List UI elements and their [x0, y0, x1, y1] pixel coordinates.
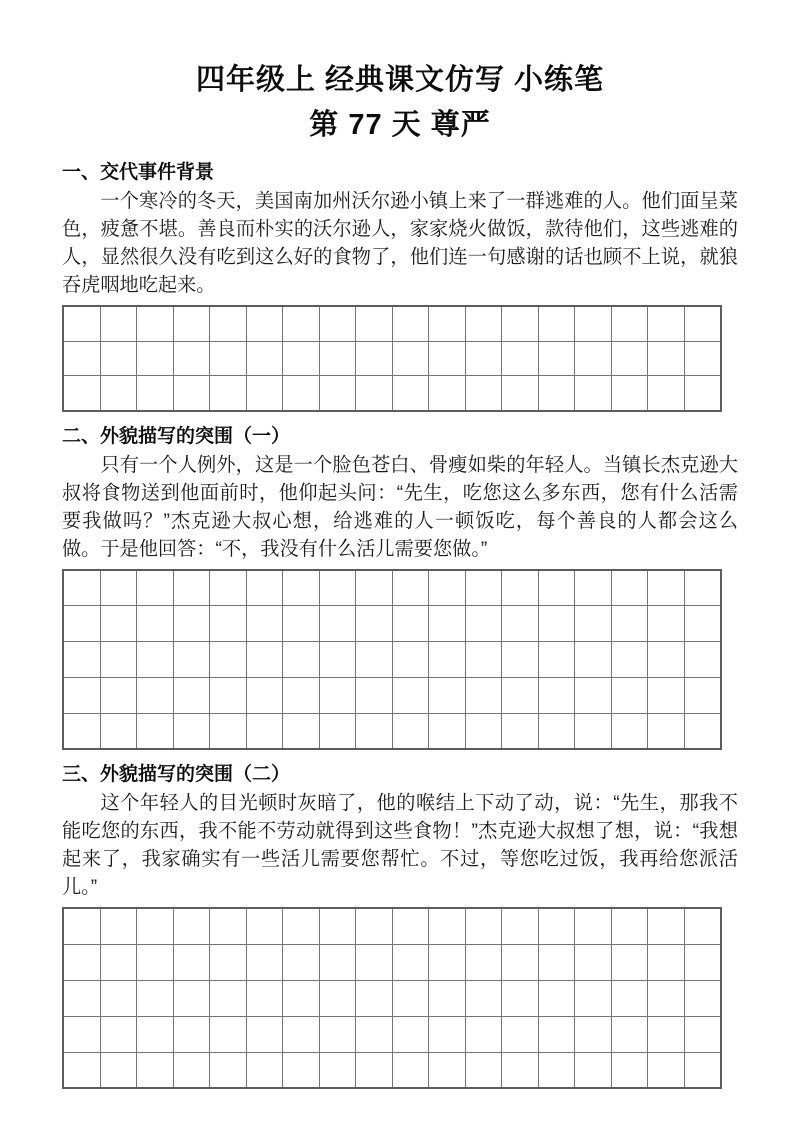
- writing-grid: [62, 569, 722, 751]
- grid-cell: [502, 307, 538, 341]
- grid-cell: [101, 714, 137, 749]
- grid-cell: [685, 714, 721, 749]
- grid-cell: [174, 678, 210, 713]
- grid-cell: [539, 981, 575, 1016]
- grid-cell: [64, 1017, 100, 1052]
- grid-cell: [174, 1053, 210, 1088]
- grid-cell: [685, 945, 721, 980]
- grid-cell: [101, 909, 137, 944]
- grid-cell: [575, 945, 611, 980]
- grid-cell: [64, 909, 100, 944]
- grid-cell: [283, 981, 319, 1016]
- grid-cell: [320, 1053, 356, 1088]
- worksheet-page: [62, 0, 738, 1089]
- grid-cell: [685, 909, 721, 944]
- grid-cell: [466, 981, 502, 1016]
- grid-cell: [137, 342, 173, 376]
- grid-cell: [137, 642, 173, 677]
- grid-cell: [320, 678, 356, 713]
- grid-cell: [502, 1017, 538, 1052]
- grid-cell: [247, 1017, 283, 1052]
- grid-cell: [320, 642, 356, 677]
- section-heading: 一、交代事件背景: [62, 162, 215, 183]
- grid-cell: [320, 714, 356, 749]
- grid-cell: [64, 342, 100, 376]
- grid-cell: [502, 1053, 538, 1088]
- grid-cell: [320, 606, 356, 641]
- grid-cell: [320, 945, 356, 980]
- grid-cell: [685, 1053, 721, 1088]
- grid-cell: [393, 678, 429, 713]
- grid-cell: [466, 342, 502, 376]
- grid-cell: [320, 342, 356, 376]
- grid-cell: [502, 642, 538, 677]
- grid-cell: [64, 981, 100, 1016]
- grid-cell: [612, 714, 648, 749]
- grid-cell: [210, 571, 246, 606]
- grid-cell: [612, 642, 648, 677]
- grid-cell: [137, 714, 173, 749]
- grid-cell: [648, 642, 684, 677]
- grid-cell: [210, 945, 246, 980]
- grid-cell: [539, 714, 575, 749]
- writing-grid: [62, 305, 722, 412]
- grid-cell: [539, 342, 575, 376]
- grid-cell: [466, 678, 502, 713]
- grid-cell: [174, 307, 210, 341]
- grid-cell: [502, 909, 538, 944]
- grid-cell: [393, 571, 429, 606]
- grid-cell: [648, 1017, 684, 1052]
- grid-cell: [575, 714, 611, 749]
- grid-cell: [685, 376, 721, 410]
- grid-cell: [539, 606, 575, 641]
- grid-cell: [137, 571, 173, 606]
- grid-cell: [210, 678, 246, 713]
- grid-cell: [685, 342, 721, 376]
- grid-cell: [612, 945, 648, 980]
- grid-cell: [429, 909, 465, 944]
- grid-cell: [539, 678, 575, 713]
- grid-cell: [283, 376, 319, 410]
- grid-cell: [137, 945, 173, 980]
- grid-cell: [137, 1053, 173, 1088]
- page-subtitle: 第 77 天 尊严: [309, 109, 491, 141]
- grid-cell: [612, 342, 648, 376]
- grid-cell: [539, 1017, 575, 1052]
- grid-cell: [137, 376, 173, 410]
- grid-cell: [429, 981, 465, 1016]
- grid-cell: [393, 376, 429, 410]
- grid-cell: [466, 571, 502, 606]
- grid-cell: [429, 1053, 465, 1088]
- grid-cell: [64, 376, 100, 410]
- section-heading: 二、外貌描写的突围（一）: [62, 425, 291, 447]
- grid-cell: [137, 307, 173, 341]
- grid-cell: [429, 376, 465, 410]
- grid-cell: [429, 307, 465, 341]
- grid-cell: [283, 714, 319, 749]
- grid-cell: [137, 606, 173, 641]
- grid-cell: [137, 909, 173, 944]
- grid-cell: [137, 678, 173, 713]
- grid-cell: [685, 571, 721, 606]
- grid-cell: [174, 606, 210, 641]
- grid-cell: [174, 714, 210, 749]
- title-block: [62, 58, 738, 148]
- section-heading: 三、外貌描写的突围（二）: [62, 764, 291, 786]
- grid-cell: [393, 714, 429, 749]
- grid-cell: [502, 606, 538, 641]
- grid-cell: [429, 342, 465, 376]
- grid-cell: [174, 981, 210, 1016]
- grid-cell: [64, 945, 100, 980]
- grid-cell: [466, 376, 502, 410]
- grid-cell: [64, 678, 100, 713]
- grid-cell: [356, 1053, 392, 1088]
- grid-cell: [64, 714, 100, 749]
- grid-cell: [247, 981, 283, 1016]
- grid-cell: [612, 678, 648, 713]
- grid-cell: [101, 342, 137, 376]
- grid-cell: [283, 307, 319, 341]
- grid-cell: [502, 945, 538, 980]
- grid-cell: [210, 1017, 246, 1052]
- grid-cell: [429, 1017, 465, 1052]
- grid-cell: [356, 571, 392, 606]
- grid-cell: [247, 606, 283, 641]
- grid-cell: [210, 342, 246, 376]
- grid-cell: [174, 571, 210, 606]
- grid-cell: [174, 376, 210, 410]
- grid-cell: [247, 909, 283, 944]
- grid-cell: [575, 307, 611, 341]
- grid-cell: [247, 642, 283, 677]
- grid-cell: [356, 945, 392, 980]
- grid-cell: [502, 678, 538, 713]
- grid-cell: [393, 606, 429, 641]
- grid-cell: [283, 1017, 319, 1052]
- grid-cell: [356, 678, 392, 713]
- grid-cell: [101, 1053, 137, 1088]
- grid-cell: [356, 307, 392, 341]
- grid-cell: [320, 981, 356, 1016]
- grid-cell: [466, 606, 502, 641]
- grid-cell: [174, 1017, 210, 1052]
- grid-cell: [429, 571, 465, 606]
- grid-cell: [283, 642, 319, 677]
- grid-cell: [101, 678, 137, 713]
- grid-cell: [356, 606, 392, 641]
- grid-cell: [502, 342, 538, 376]
- grid-cell: [101, 1017, 137, 1052]
- grid-cell: [539, 945, 575, 980]
- grid-cell: [64, 571, 100, 606]
- grid-cell: [575, 981, 611, 1016]
- grid-cell: [539, 909, 575, 944]
- grid-cell: [64, 1053, 100, 1088]
- grid-cell: [429, 678, 465, 713]
- grid-cell: [64, 642, 100, 677]
- grid-cell: [320, 909, 356, 944]
- grid-cell: [502, 376, 538, 410]
- grid-cell: [101, 981, 137, 1016]
- grid-cell: [612, 1053, 648, 1088]
- grid-cell: [575, 642, 611, 677]
- section-event-background: [62, 160, 738, 412]
- grid-cell: [575, 1053, 611, 1088]
- grid-cell: [247, 307, 283, 341]
- grid-cell: [283, 678, 319, 713]
- grid-cell: [648, 571, 684, 606]
- grid-cell: [247, 714, 283, 749]
- section-paragraph: 只有一个人例外，这是一个脸色苍白、骨瘦如柴的年轻人。当镇长杰克逊大叔将食物送到他面前时，他仰起头问：“先生，吃您这么多东西，您有什么活需要我做吗？”杰克逊大叔心想，给逃难的人一顿饭吃，每个善良的人都会这么做。于是他回答：“不，我没有什么活儿需要您做。”: [62, 454, 738, 560]
- grid-cell: [101, 642, 137, 677]
- grid-cell: [356, 714, 392, 749]
- grid-cell: [648, 376, 684, 410]
- grid-cell: [101, 571, 137, 606]
- grid-cell: [612, 981, 648, 1016]
- grid-cell: [393, 981, 429, 1016]
- grid-cell: [247, 342, 283, 376]
- grid-cell: [247, 376, 283, 410]
- grid-cell: [612, 606, 648, 641]
- grid-cell: [429, 945, 465, 980]
- grid-cell: [648, 606, 684, 641]
- grid-cell: [612, 909, 648, 944]
- grid-cell: [575, 376, 611, 410]
- grid-cell: [612, 1017, 648, 1052]
- grid-cell: [539, 307, 575, 341]
- grid-cell: [64, 307, 100, 341]
- section-paragraph: 一个寒冷的冬天，美国南加州沃尔逊小镇上来了一群逃难的人。他们面呈菜色，疲惫不堪。善良而朴实的沃尔逊人，家家烧火做饭，款待他们，这些逃难的人，显然很久没有吃到这么好的食物了，他们连一句感谢的话也顾不上说，就狼吞虎咽地吃起来。: [62, 191, 738, 296]
- grid-cell: [393, 1053, 429, 1088]
- grid-cell: [466, 714, 502, 749]
- grid-cell: [210, 307, 246, 341]
- grid-cell: [356, 376, 392, 410]
- grid-cell: [466, 909, 502, 944]
- grid-cell: [356, 981, 392, 1016]
- writing-grid: [62, 907, 722, 1089]
- grid-cell: [612, 376, 648, 410]
- grid-cell: [393, 1017, 429, 1052]
- grid-cell: [466, 642, 502, 677]
- grid-cell: [539, 376, 575, 410]
- grid-cell: [539, 571, 575, 606]
- grid-cell: [575, 606, 611, 641]
- grid-cell: [283, 909, 319, 944]
- grid-cell: [210, 606, 246, 641]
- grid-cell: [247, 1053, 283, 1088]
- grid-cell: [685, 678, 721, 713]
- grid-cell: [283, 342, 319, 376]
- grid-cell: [101, 945, 137, 980]
- grid-cell: [393, 945, 429, 980]
- grid-cell: [685, 981, 721, 1016]
- section-appearance-one: [62, 424, 738, 751]
- grid-cell: [174, 945, 210, 980]
- grid-cell: [575, 342, 611, 376]
- grid-cell: [575, 678, 611, 713]
- grid-cell: [210, 714, 246, 749]
- grid-cell: [64, 606, 100, 641]
- grid-cell: [648, 945, 684, 980]
- section-paragraph: 这个年轻人的目光顿时灰暗了，他的喉结上下动了动，说：“先生，那我不能吃您的东西，我不能不劳动就得到这些食物！”杰克逊大叔想了想，说：“我想起来了，我家确实有一些活儿需要您帮忙。不过，等您吃过饭，我再给您派活儿。”: [62, 793, 738, 899]
- grid-cell: [356, 642, 392, 677]
- grid-cell: [429, 642, 465, 677]
- grid-cell: [575, 571, 611, 606]
- grid-cell: [174, 342, 210, 376]
- grid-cell: [648, 307, 684, 341]
- grid-cell: [502, 571, 538, 606]
- grid-cell: [466, 1053, 502, 1088]
- grid-cell: [283, 1053, 319, 1088]
- grid-cell: [210, 376, 246, 410]
- grid-cell: [648, 678, 684, 713]
- grid-cell: [429, 714, 465, 749]
- grid-cell: [685, 606, 721, 641]
- grid-cell: [247, 945, 283, 980]
- grid-cell: [648, 1053, 684, 1088]
- grid-cell: [137, 1017, 173, 1052]
- grid-cell: [137, 981, 173, 1016]
- grid-cell: [356, 1017, 392, 1052]
- grid-cell: [320, 376, 356, 410]
- grid-cell: [466, 1017, 502, 1052]
- grid-cell: [393, 909, 429, 944]
- grid-cell: [210, 642, 246, 677]
- grid-cell: [685, 1017, 721, 1052]
- page-title: 四年级上 经典课文仿写 小练笔: [195, 64, 605, 96]
- grid-cell: [320, 571, 356, 606]
- grid-cell: [320, 307, 356, 341]
- grid-cell: [648, 342, 684, 376]
- grid-cell: [539, 642, 575, 677]
- grid-cell: [174, 909, 210, 944]
- grid-cell: [393, 342, 429, 376]
- grid-cell: [648, 981, 684, 1016]
- grid-cell: [210, 1053, 246, 1088]
- grid-cell: [320, 1017, 356, 1052]
- grid-cell: [101, 606, 137, 641]
- grid-cell: [429, 606, 465, 641]
- grid-cell: [210, 981, 246, 1016]
- grid-cell: [283, 571, 319, 606]
- grid-cell: [466, 945, 502, 980]
- grid-cell: [283, 945, 319, 980]
- grid-cell: [210, 909, 246, 944]
- grid-cell: [356, 909, 392, 944]
- grid-cell: [575, 1017, 611, 1052]
- grid-cell: [101, 376, 137, 410]
- grid-cell: [502, 981, 538, 1016]
- grid-cell: [648, 714, 684, 749]
- grid-cell: [283, 606, 319, 641]
- grid-cell: [466, 307, 502, 341]
- grid-cell: [612, 571, 648, 606]
- grid-cell: [685, 642, 721, 677]
- grid-cell: [612, 307, 648, 341]
- grid-cell: [539, 1053, 575, 1088]
- grid-cell: [247, 678, 283, 713]
- grid-cell: [648, 909, 684, 944]
- grid-cell: [101, 307, 137, 341]
- grid-cell: [174, 642, 210, 677]
- grid-cell: [393, 307, 429, 341]
- grid-cell: [356, 342, 392, 376]
- grid-cell: [575, 909, 611, 944]
- grid-cell: [502, 714, 538, 749]
- section-appearance-two: [62, 762, 738, 1089]
- grid-cell: [393, 642, 429, 677]
- grid-cell: [685, 307, 721, 341]
- grid-cell: [247, 571, 283, 606]
